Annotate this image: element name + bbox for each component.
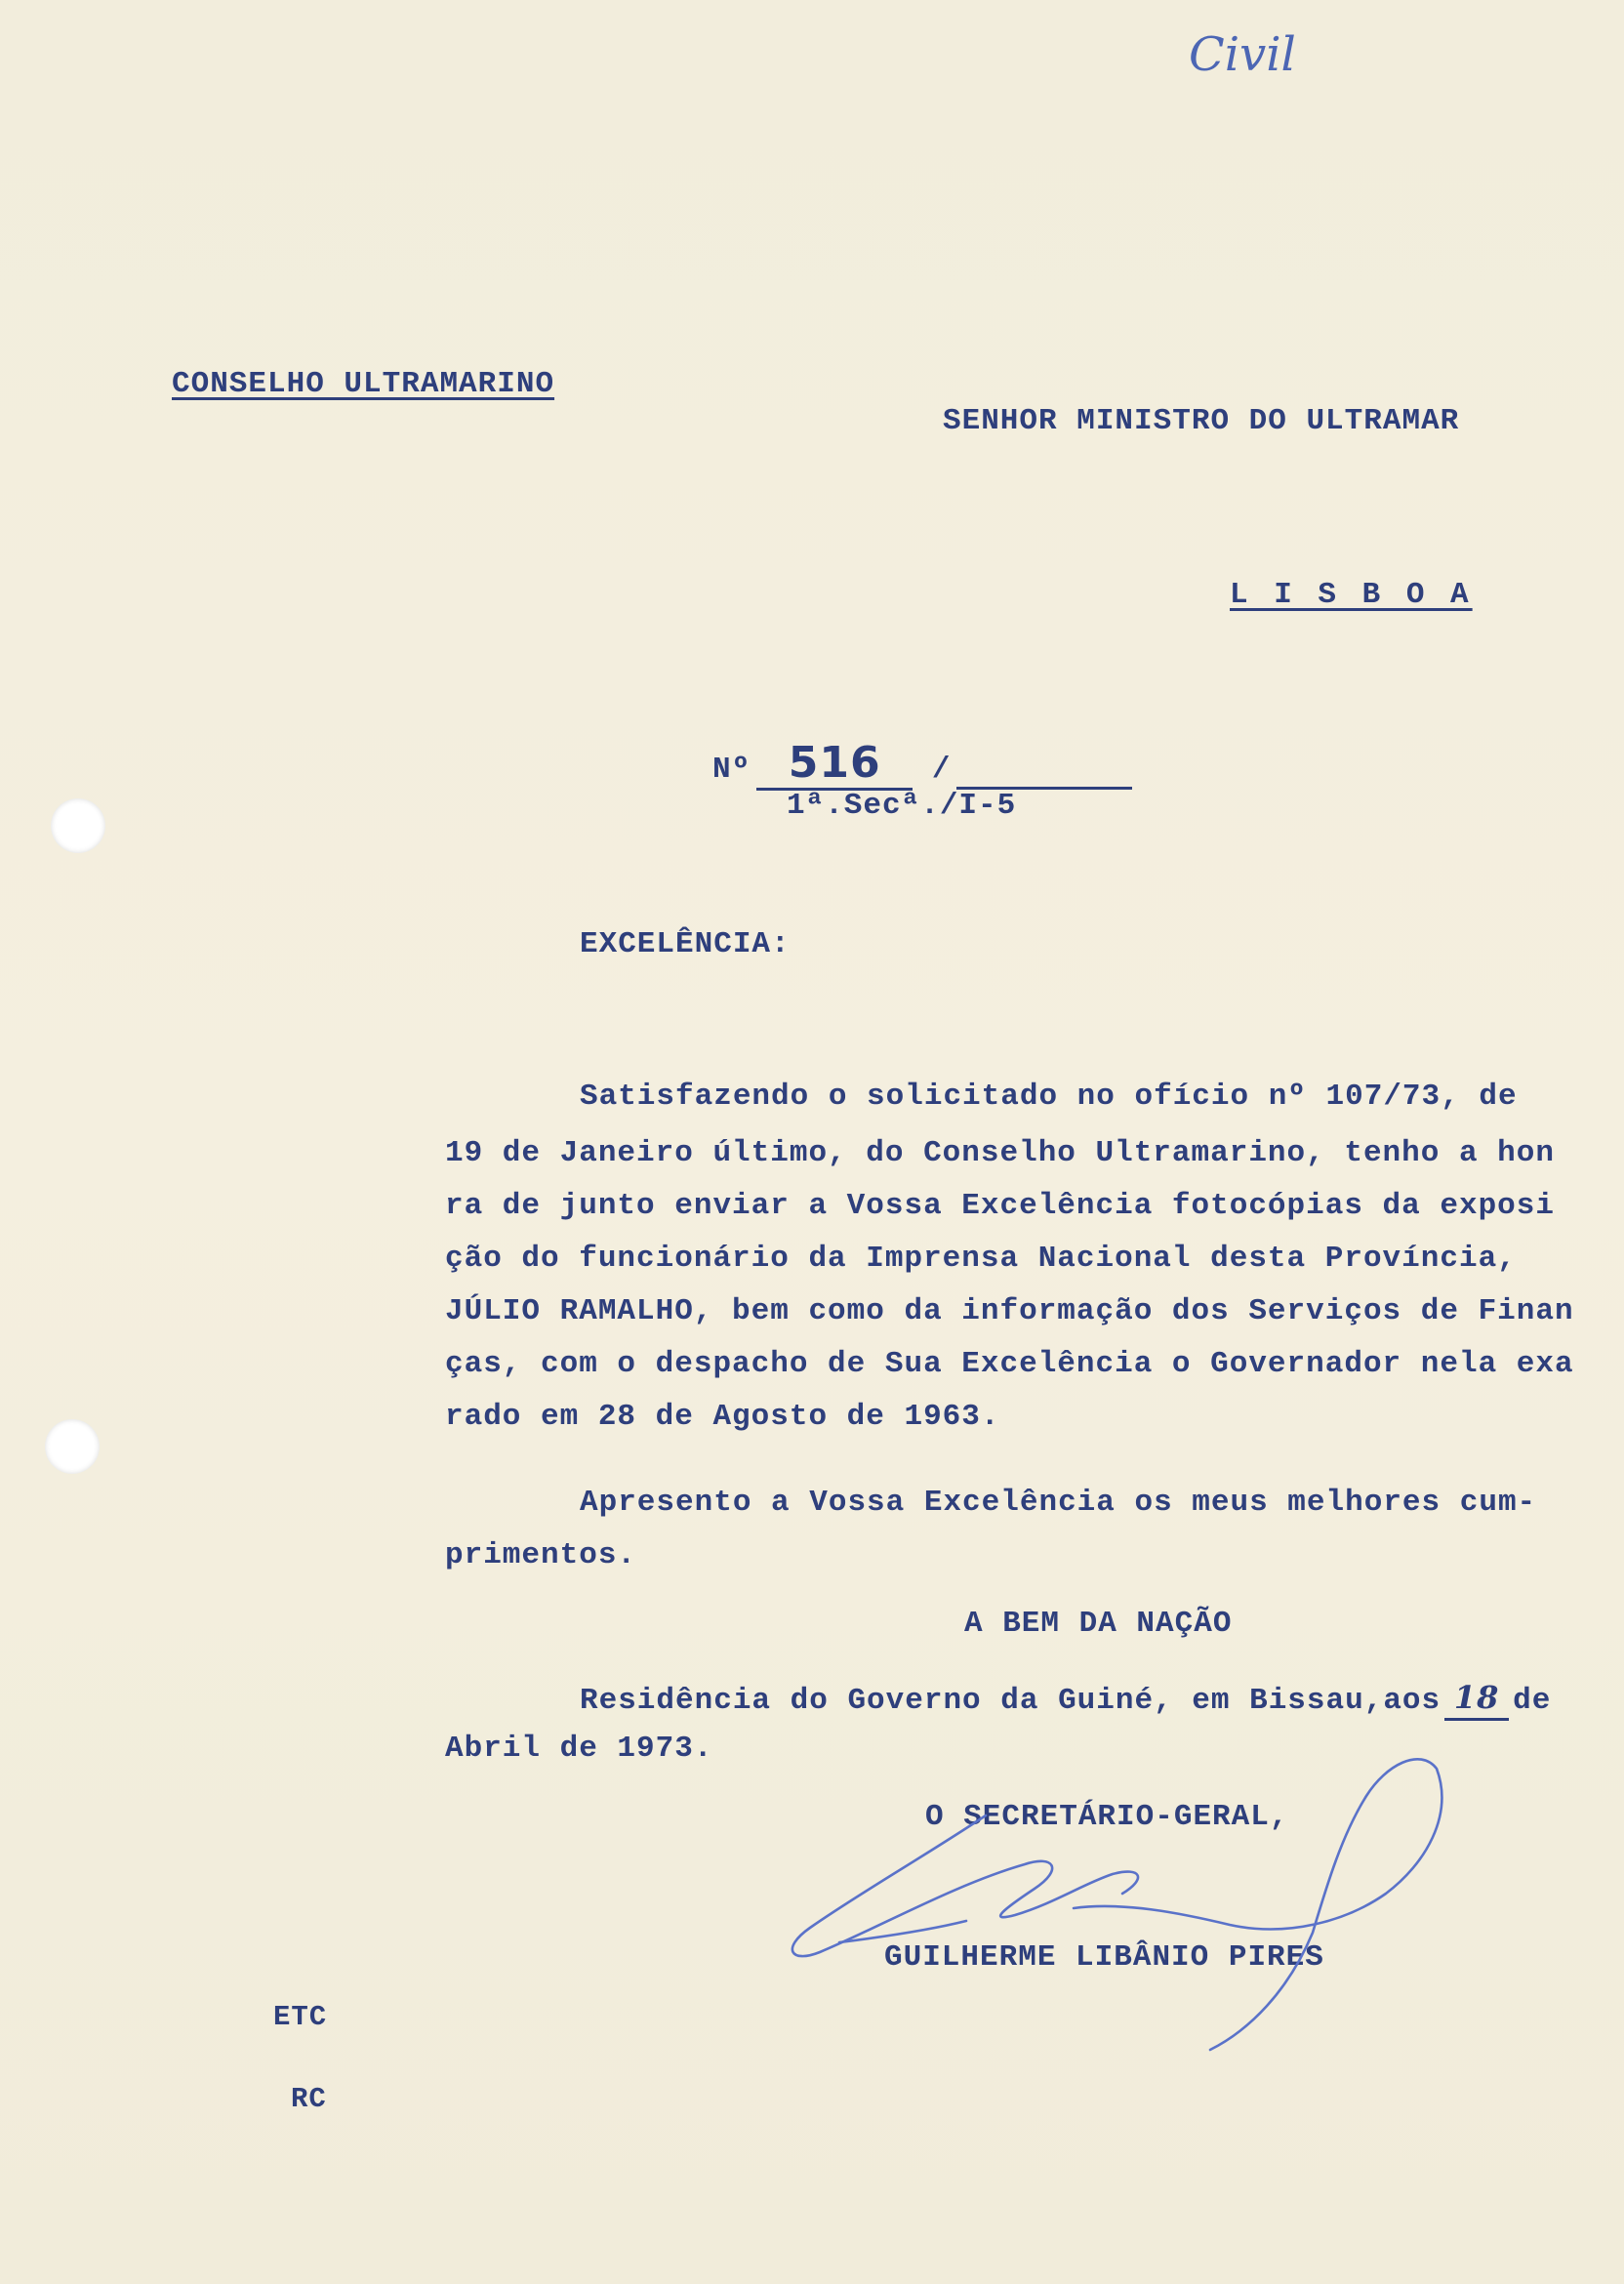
signatory-name: GUILHERME LIBÂNIO PIRES xyxy=(884,1940,1324,1975)
body-line: ças, com o despacho de Sua Excelência o Governador nela exa xyxy=(445,1347,1574,1381)
body-line: Apresento a Vossa Excelência os meus melhores cum- xyxy=(580,1486,1537,1520)
body-line: rado em 28 de Agosto de 1963. xyxy=(445,1400,1000,1434)
body-line: JÚLIO RAMALHO, bem como da informação dos Serviços de Finan xyxy=(445,1294,1574,1328)
handwritten-annotation: Civil xyxy=(1189,27,1296,82)
closing-formula: A BEM DA NAÇÃO xyxy=(964,1607,1233,1641)
reference-prefix: Nº xyxy=(712,753,751,787)
initials-rc: RC xyxy=(291,2083,327,2115)
body-line: Satisfazendo o solicitado no ofício nº 107/73, de xyxy=(580,1080,1518,1114)
place-date-text-b: de xyxy=(1513,1684,1552,1718)
recipient-line: SENHOR MINISTRO DO ULTRAMAR xyxy=(943,404,1460,438)
reference-section: 1ª.Secª./I-5 xyxy=(787,789,1017,823)
body-line: 19 de Janeiro último, do Conselho Ultramarino, tenho a hon xyxy=(445,1136,1555,1170)
reference-number-value: 516 xyxy=(788,738,881,788)
city-line: L I S B O A xyxy=(1230,578,1473,612)
reference-number: Nº 516 / xyxy=(712,738,1132,791)
signatory-title: O SECRETÁRIO-GERAL, xyxy=(925,1800,1289,1834)
place-date-text: Residência do Governo da Guiné, em Bissau,aos xyxy=(580,1684,1441,1718)
sender-heading: CONSELHO ULTRAMARINO xyxy=(172,367,555,401)
initials-etc: ETC xyxy=(273,2001,328,2033)
body-line: ção do funcionário da Imprensa Nacional desta Província, xyxy=(445,1242,1517,1276)
body-line: ra de junto enviar a Vossa Excelência fotocópias da exposi xyxy=(445,1189,1555,1223)
salutation: EXCELÊNCIA: xyxy=(580,927,791,961)
handwritten-day: 18 xyxy=(1453,1679,1500,1716)
body-line: primentos. xyxy=(445,1538,637,1572)
place-date-line-2: Abril de 1973. xyxy=(445,1732,713,1766)
